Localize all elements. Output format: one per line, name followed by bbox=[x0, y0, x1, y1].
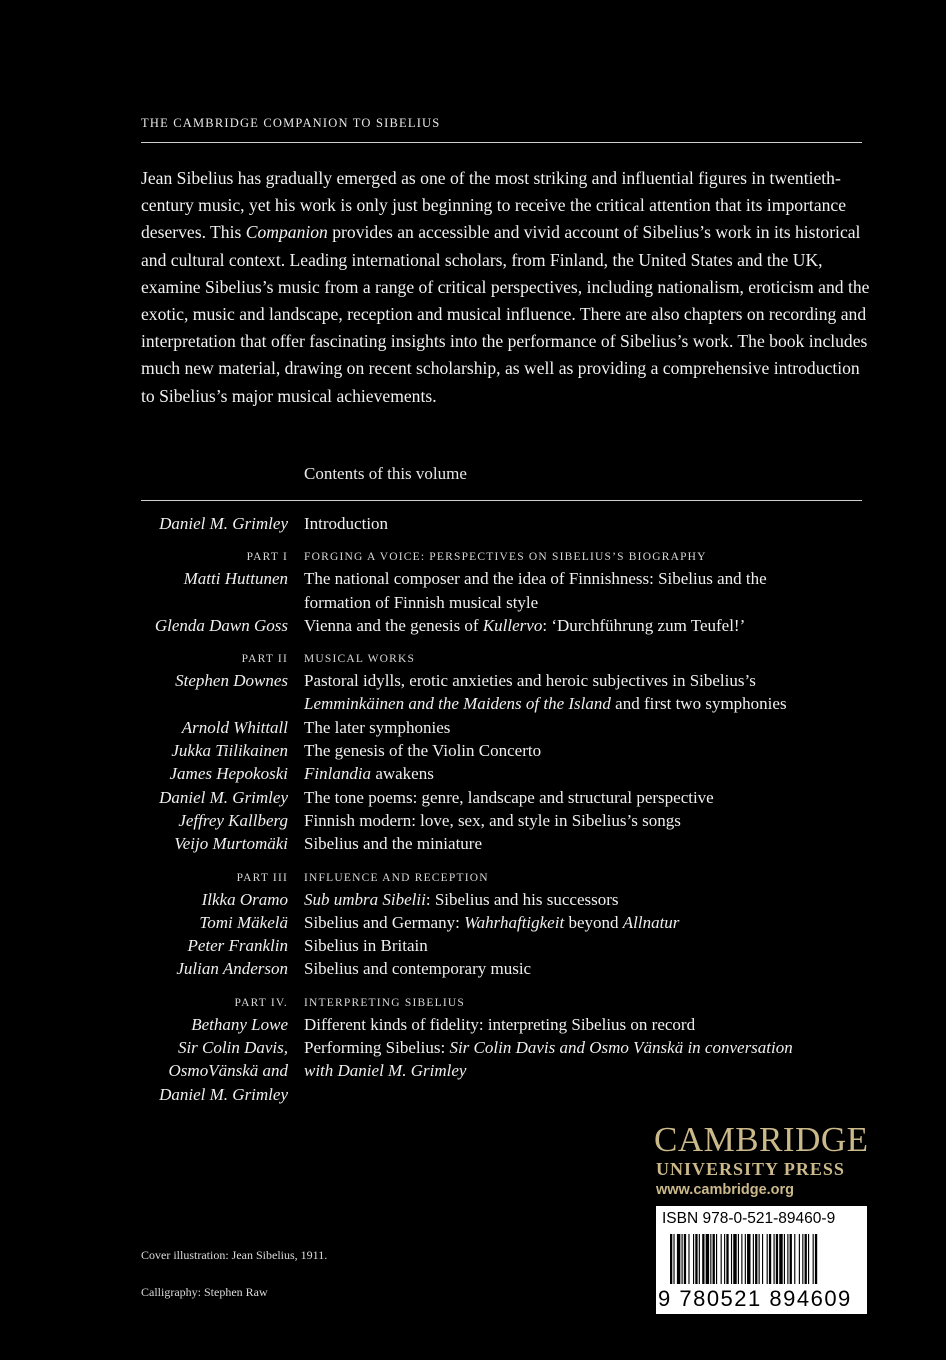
part-title: INTERPRETING SIBELIUS bbox=[304, 996, 465, 1009]
title-segment: Vienna and the genesis of bbox=[304, 615, 483, 635]
blurb-segment: Jean Sibelius has gradually emerged as one of the most striking and influential figures in twentieth-century music, yet his work is only just beginning to receive the critical attention that its importance deserves. This bbox=[141, 168, 847, 243]
title-segment: Performing Sibelius: bbox=[304, 1038, 450, 1058]
toc-author: Jeffrey Kallberg bbox=[178, 810, 288, 830]
barcode-bar bbox=[755, 1234, 757, 1284]
part-title: FORGING A VOICE: PERSPECTIVES ON SIBELIUS’S BIOGRAPHY bbox=[304, 551, 707, 564]
toc-author: Tomi Mäkelä bbox=[199, 912, 288, 932]
part-title: MUSICAL WORKS bbox=[304, 653, 416, 666]
part-title: INFLUENCE AND RECEPTION bbox=[304, 871, 489, 884]
cover-credit: Cover illustration: Jean Sibelius, 1911. bbox=[141, 1248, 328, 1262]
barcode-bar bbox=[776, 1234, 778, 1284]
barcode-bar bbox=[677, 1234, 680, 1284]
isbn-barcode bbox=[656, 1206, 867, 1314]
toc-part-header bbox=[0, 649, 946, 669]
toc-entry bbox=[0, 567, 946, 590]
barcode-bar bbox=[759, 1234, 760, 1284]
toc-entry bbox=[0, 692, 946, 715]
toc-entry bbox=[0, 832, 946, 855]
part-label: PART I bbox=[246, 551, 288, 564]
toc-author: Arnold Whittall bbox=[181, 717, 288, 737]
toc-author: Bethany Lowe bbox=[191, 1014, 288, 1034]
barcode-bars bbox=[670, 1234, 860, 1284]
toc-author: Glenda Dawn Goss bbox=[154, 615, 288, 635]
toc-chapter-title bbox=[304, 1013, 695, 1036]
publisher-name: CAMBRIDGE bbox=[654, 1120, 869, 1159]
title-segment: Sibelius and the miniature bbox=[304, 834, 482, 854]
toc-author: Ilkka Oramo bbox=[201, 889, 288, 909]
toc-entry bbox=[0, 739, 946, 762]
toc-entry bbox=[0, 1059, 946, 1082]
toc-entry bbox=[0, 669, 946, 692]
barcode-bar bbox=[787, 1234, 788, 1284]
title-segment: The tone poems: genre, landscape and structural perspective bbox=[304, 787, 714, 807]
barcode-bar bbox=[813, 1234, 814, 1284]
title-segment: Sibelius and contemporary music bbox=[304, 959, 532, 979]
toc-part-header bbox=[0, 547, 946, 567]
barcode-bar bbox=[710, 1234, 711, 1284]
toc-entry bbox=[0, 512, 946, 535]
toc-part-header bbox=[0, 868, 946, 888]
barcode-bar bbox=[741, 1234, 742, 1284]
barcode-bar bbox=[733, 1234, 736, 1284]
toc-chapter-title bbox=[304, 762, 434, 785]
barcode-bar bbox=[767, 1234, 768, 1284]
barcode-bar bbox=[790, 1234, 792, 1284]
title-segment: Sub umbra Sibelii bbox=[304, 889, 426, 909]
contents-heading: Contents of this volume bbox=[304, 464, 467, 483]
title-segment: Kullervo bbox=[482, 615, 543, 635]
barcode-bar bbox=[753, 1234, 754, 1284]
toc-author: Peter Franklin bbox=[187, 936, 288, 956]
calligraphy-credit: Calligraphy: Stephen Raw bbox=[141, 1285, 268, 1299]
barcode-bar bbox=[802, 1234, 803, 1284]
barcode-bar bbox=[721, 1234, 722, 1284]
toc-part-header bbox=[0, 993, 946, 1013]
title-segment: Lemminkäinen and the Maidens of the Island bbox=[304, 694, 611, 714]
part-label: PART II bbox=[241, 653, 288, 666]
blurb-segment: Companion bbox=[245, 222, 328, 243]
barcode-bar bbox=[769, 1234, 771, 1284]
barcode-bar bbox=[794, 1234, 795, 1284]
toc-entry bbox=[0, 591, 946, 614]
toc-chapter-title bbox=[304, 692, 787, 715]
barcode-bar bbox=[731, 1234, 732, 1284]
barcode-bar bbox=[815, 1234, 817, 1284]
part-label: PART IV. bbox=[234, 996, 288, 1009]
title-segment: The later symphonies bbox=[304, 717, 451, 737]
toc-chapter-title bbox=[304, 591, 538, 614]
title-segment: Sibelius and Germany: bbox=[304, 912, 465, 932]
toc-author: Matti Huttunen bbox=[183, 569, 288, 589]
publisher-logo bbox=[654, 1122, 869, 1200]
toc-chapter-title bbox=[304, 512, 388, 535]
title-segment: : ‘Durchführung zum Teufel!’ bbox=[542, 615, 746, 635]
toc-chapter-title bbox=[304, 809, 681, 832]
toc-author: James Hepokoski bbox=[169, 764, 288, 784]
toc-entry bbox=[0, 614, 946, 637]
barcode-bar bbox=[673, 1234, 674, 1284]
title-segment: Sibelius in Britain bbox=[304, 936, 428, 956]
toc-entry bbox=[0, 1036, 946, 1059]
title-segment: Introduction bbox=[304, 514, 389, 533]
toc-author: Stephen Downes bbox=[175, 671, 288, 691]
toc-author: OsmoVänskä and bbox=[168, 1061, 288, 1081]
header-rule bbox=[141, 142, 862, 143]
isbn-label: ISBN 978-0-521-89460-9 bbox=[662, 1210, 836, 1227]
barcode-bar bbox=[808, 1234, 809, 1284]
barcode-bar bbox=[745, 1234, 746, 1284]
toc-author: Veijo Murtomäki bbox=[174, 834, 288, 854]
toc-chapter-title bbox=[304, 911, 679, 934]
table-of-contents bbox=[0, 512, 946, 1106]
toc-chapter-title bbox=[304, 888, 619, 911]
title-segment: awakens bbox=[371, 764, 434, 784]
publisher-subname: UNIVERSITY PRESS bbox=[656, 1159, 845, 1179]
toc-entry bbox=[0, 957, 946, 980]
blurb-paragraph bbox=[141, 165, 871, 410]
barcode-bar bbox=[702, 1234, 704, 1284]
toc-chapter-title bbox=[304, 614, 745, 637]
barcode-bar bbox=[684, 1234, 686, 1284]
barcode-bar bbox=[805, 1234, 807, 1284]
toc-author: Daniel M. Grimley bbox=[159, 1084, 288, 1104]
contents-rule bbox=[141, 500, 862, 501]
barcode-bar bbox=[762, 1234, 763, 1284]
barcode-bar bbox=[799, 1234, 800, 1284]
toc-chapter-title bbox=[304, 739, 541, 762]
blurb-segment: provides an accessible and vivid account of Sibelius’s work in its historical and cultural context. Leading international scholars, from Finland, the United States and the UK, examine Sibelius’s music from a range of critical perspectives, including nationalism, eroticism and the exotic, music and landscape, reception and musical influence. There are also chapters on recording and interpretation that offer fascinating insights into the performance of Sibelius’s work. The book includes much new material, drawing on recent scholarship, as well as providing a comprehensive introduction to Sibelius’s major musical achievements. bbox=[141, 222, 870, 406]
toc-entry bbox=[0, 809, 946, 832]
toc-chapter-title bbox=[304, 832, 482, 855]
toc-chapter-title bbox=[304, 1036, 793, 1059]
toc-entry bbox=[0, 1083, 946, 1106]
barcode-bar bbox=[726, 1234, 728, 1284]
title-segment: Finlandia bbox=[304, 764, 372, 784]
title-segment: Pastoral idylls, erotic anxieties and heroic subjectives in Sibelius’s bbox=[304, 671, 756, 691]
toc-chapter-title bbox=[304, 1059, 466, 1082]
part-label: PART III bbox=[236, 871, 288, 884]
barcode-bar bbox=[695, 1234, 697, 1284]
toc-author: Jukka Tiilikainen bbox=[171, 741, 288, 761]
toc-author: Sir Colin Davis, bbox=[177, 1038, 288, 1058]
barcode-bar bbox=[693, 1234, 694, 1284]
ean-digits: 9 780521 894609 bbox=[658, 1286, 852, 1311]
toc-author: Julian Anderson bbox=[176, 959, 288, 979]
toc-entry bbox=[0, 888, 946, 911]
toc-entry bbox=[0, 786, 946, 809]
barcode-bar bbox=[724, 1234, 725, 1284]
toc-chapter-title bbox=[304, 786, 714, 809]
barcode-bar bbox=[716, 1234, 717, 1284]
title-segment: beyond bbox=[564, 912, 623, 932]
title-segment: Allnatur bbox=[622, 912, 680, 932]
series-title: THE CAMBRIDGE COMPANION TO SIBELIUS bbox=[141, 116, 441, 130]
title-segment: Finnish modern: love, sex, and style in Sibelius’s songs bbox=[304, 810, 681, 830]
publisher-url: www.cambridge.org bbox=[656, 1182, 795, 1198]
barcode-bar bbox=[670, 1234, 672, 1284]
title-segment: and first two symphonies bbox=[610, 694, 787, 714]
barcode-bar bbox=[784, 1234, 785, 1284]
toc-entry bbox=[0, 1013, 946, 1036]
toc-chapter-title bbox=[304, 957, 531, 980]
barcode-bar bbox=[682, 1234, 683, 1284]
barcode-bar bbox=[706, 1234, 709, 1284]
toc-chapter-title bbox=[304, 669, 756, 692]
toc-chapter-title bbox=[304, 934, 428, 957]
title-segment: Wahrhaftigkeit bbox=[464, 912, 565, 932]
title-segment: The genesis of the Violin Concerto bbox=[304, 741, 542, 761]
barcode-bar bbox=[713, 1234, 715, 1284]
barcode-bar bbox=[688, 1234, 689, 1284]
toc-author: Daniel M. Grimley bbox=[159, 514, 288, 533]
title-segment: : Sibelius and his successors bbox=[425, 889, 619, 909]
barcode-bar bbox=[699, 1234, 700, 1284]
title-segment: The national composer and the idea of Finnishness: Sibelius and the bbox=[304, 569, 767, 589]
toc-entry bbox=[0, 934, 946, 957]
title-segment: Different kinds of fidelity: interpreting Sibelius on record bbox=[304, 1014, 696, 1034]
title-segment: with Daniel M. Grimley bbox=[304, 1061, 467, 1081]
toc-chapter-title bbox=[304, 567, 767, 590]
toc-entry bbox=[0, 762, 946, 785]
barcode-bar bbox=[779, 1234, 782, 1284]
toc-chapter-title bbox=[304, 716, 450, 739]
title-segment: Sir Colin Davis and Osmo Vänskä in conversation bbox=[449, 1038, 793, 1058]
barcode-bar bbox=[738, 1234, 739, 1284]
toc-entry bbox=[0, 911, 946, 934]
toc-entry bbox=[0, 716, 946, 739]
title-segment: formation of Finnish musical style bbox=[304, 592, 539, 612]
toc-author: Daniel M. Grimley bbox=[159, 787, 288, 807]
barcode-bar bbox=[774, 1234, 775, 1284]
barcode-bar bbox=[747, 1234, 750, 1284]
